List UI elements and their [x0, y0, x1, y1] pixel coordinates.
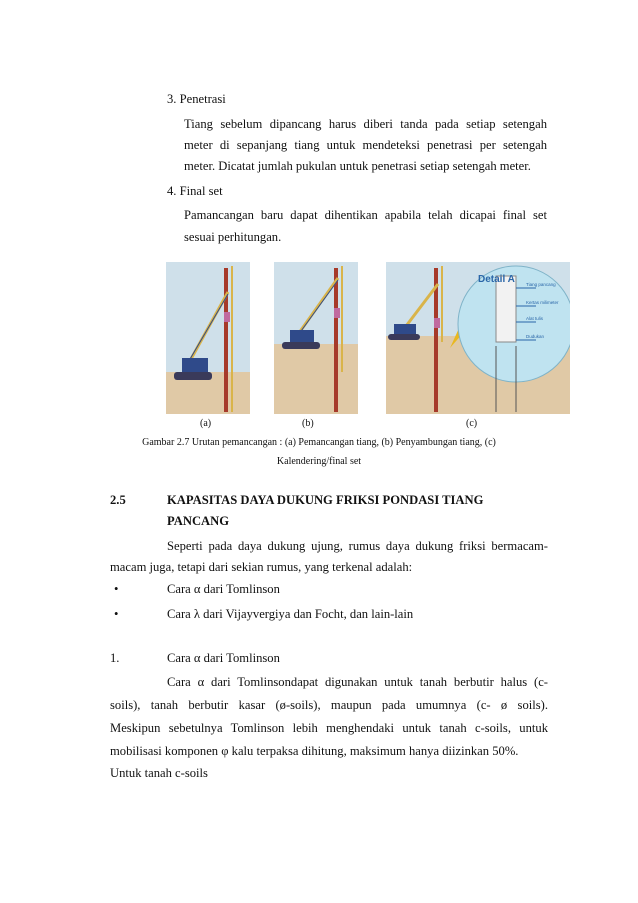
subsection-1-line: mobilisasi komponen φ kalu terpaksa dihitung, maksimum hanya diizinkan 50%. [110, 744, 519, 758]
subsection-1-line: soils), tanah berbutir kasar (ø-soils), maupun pada umumnya (c- ø soils). [110, 698, 548, 712]
section-2-5-number: 2.5 [110, 493, 126, 507]
section-3-line: meter. Dicatat jumlah pukulan untuk penetrasi setiap setengah meter. [184, 159, 531, 173]
figure-caption-line-1: Gambar 2.7 Urutan pemancangan : (a) Pemancangan tiang, (b) Penyambungan tiang, (c) [142, 437, 496, 448]
subsection-1-line: Untuk tanah c-soils [110, 766, 208, 780]
subsection-1-heading: Cara α dari Tomlinson [167, 651, 280, 665]
detail-label: Tiang pancang [526, 282, 556, 287]
section-4-line: Pamancangan baru dapat dihentikan apabila telah dicapai final set [184, 208, 547, 222]
section-4-heading: 4. Final set [167, 184, 223, 198]
subsection-1-number: 1. [110, 651, 120, 665]
detail-label: Dudukan [526, 334, 545, 339]
detail-label: Kertas milimeter [526, 300, 559, 305]
figure-panel-a [166, 262, 250, 414]
section-3-heading: 3. Penetrasi [167, 92, 226, 106]
subsection-1-line: Cara α dari Tomlinsondapat digunakan untuk tanah berbutir halus (c- [167, 675, 548, 689]
bullet-item: Cara α dari Tomlinson [167, 582, 280, 596]
subsection-1-line: Meskipun sebetulnya Tomlinson lebih menghendaki untuk tanah c-soils, untuk [110, 721, 548, 735]
detail-a-title: Detail A [478, 274, 515, 285]
pile-driving-illustration-a [166, 262, 250, 414]
bullet-item: Cara λ dari Vijayvergiya dan Focht, dan lain-lain [167, 607, 414, 621]
section-3-line: meter di sepanjang tiang untuk mendeteksi penetrasi per setengah [184, 138, 547, 152]
bullet-icon: • [114, 582, 119, 596]
figure-panel-b [274, 262, 358, 414]
panel-label-c: (c) [466, 418, 478, 429]
pile-driving-illustration-b [274, 262, 358, 414]
kalendering-illustration-c [386, 262, 570, 414]
figure-panel-c [386, 262, 570, 414]
detail-label: Alat tulis [526, 316, 544, 321]
bullet-icon: • [114, 607, 119, 621]
panel-label-a: (a) [200, 418, 212, 429]
section-2-5-title: PANCANG [167, 514, 230, 528]
section-4-line: sesuai perhitungan. [184, 230, 282, 244]
section-2-5-title: KAPASITAS DAYA DUKUNG FRIKSI PONDASI TIANG [167, 493, 484, 507]
section-2-5-paragraph: Seperti pada daya dukung ujung, rumus daya dukung friksi bermacam- [167, 539, 548, 553]
section-2-5-paragraph: macam juga, tetapi dari sekian rumus, yang terkenal adalah: [110, 560, 413, 574]
figure-caption-line-2: Kalendering/final set [276, 456, 362, 467]
section-3-line: Tiang sebelum dipancang harus diberi tanda pada setiap setengah [184, 117, 547, 131]
panel-label-b: (b) [302, 418, 314, 429]
